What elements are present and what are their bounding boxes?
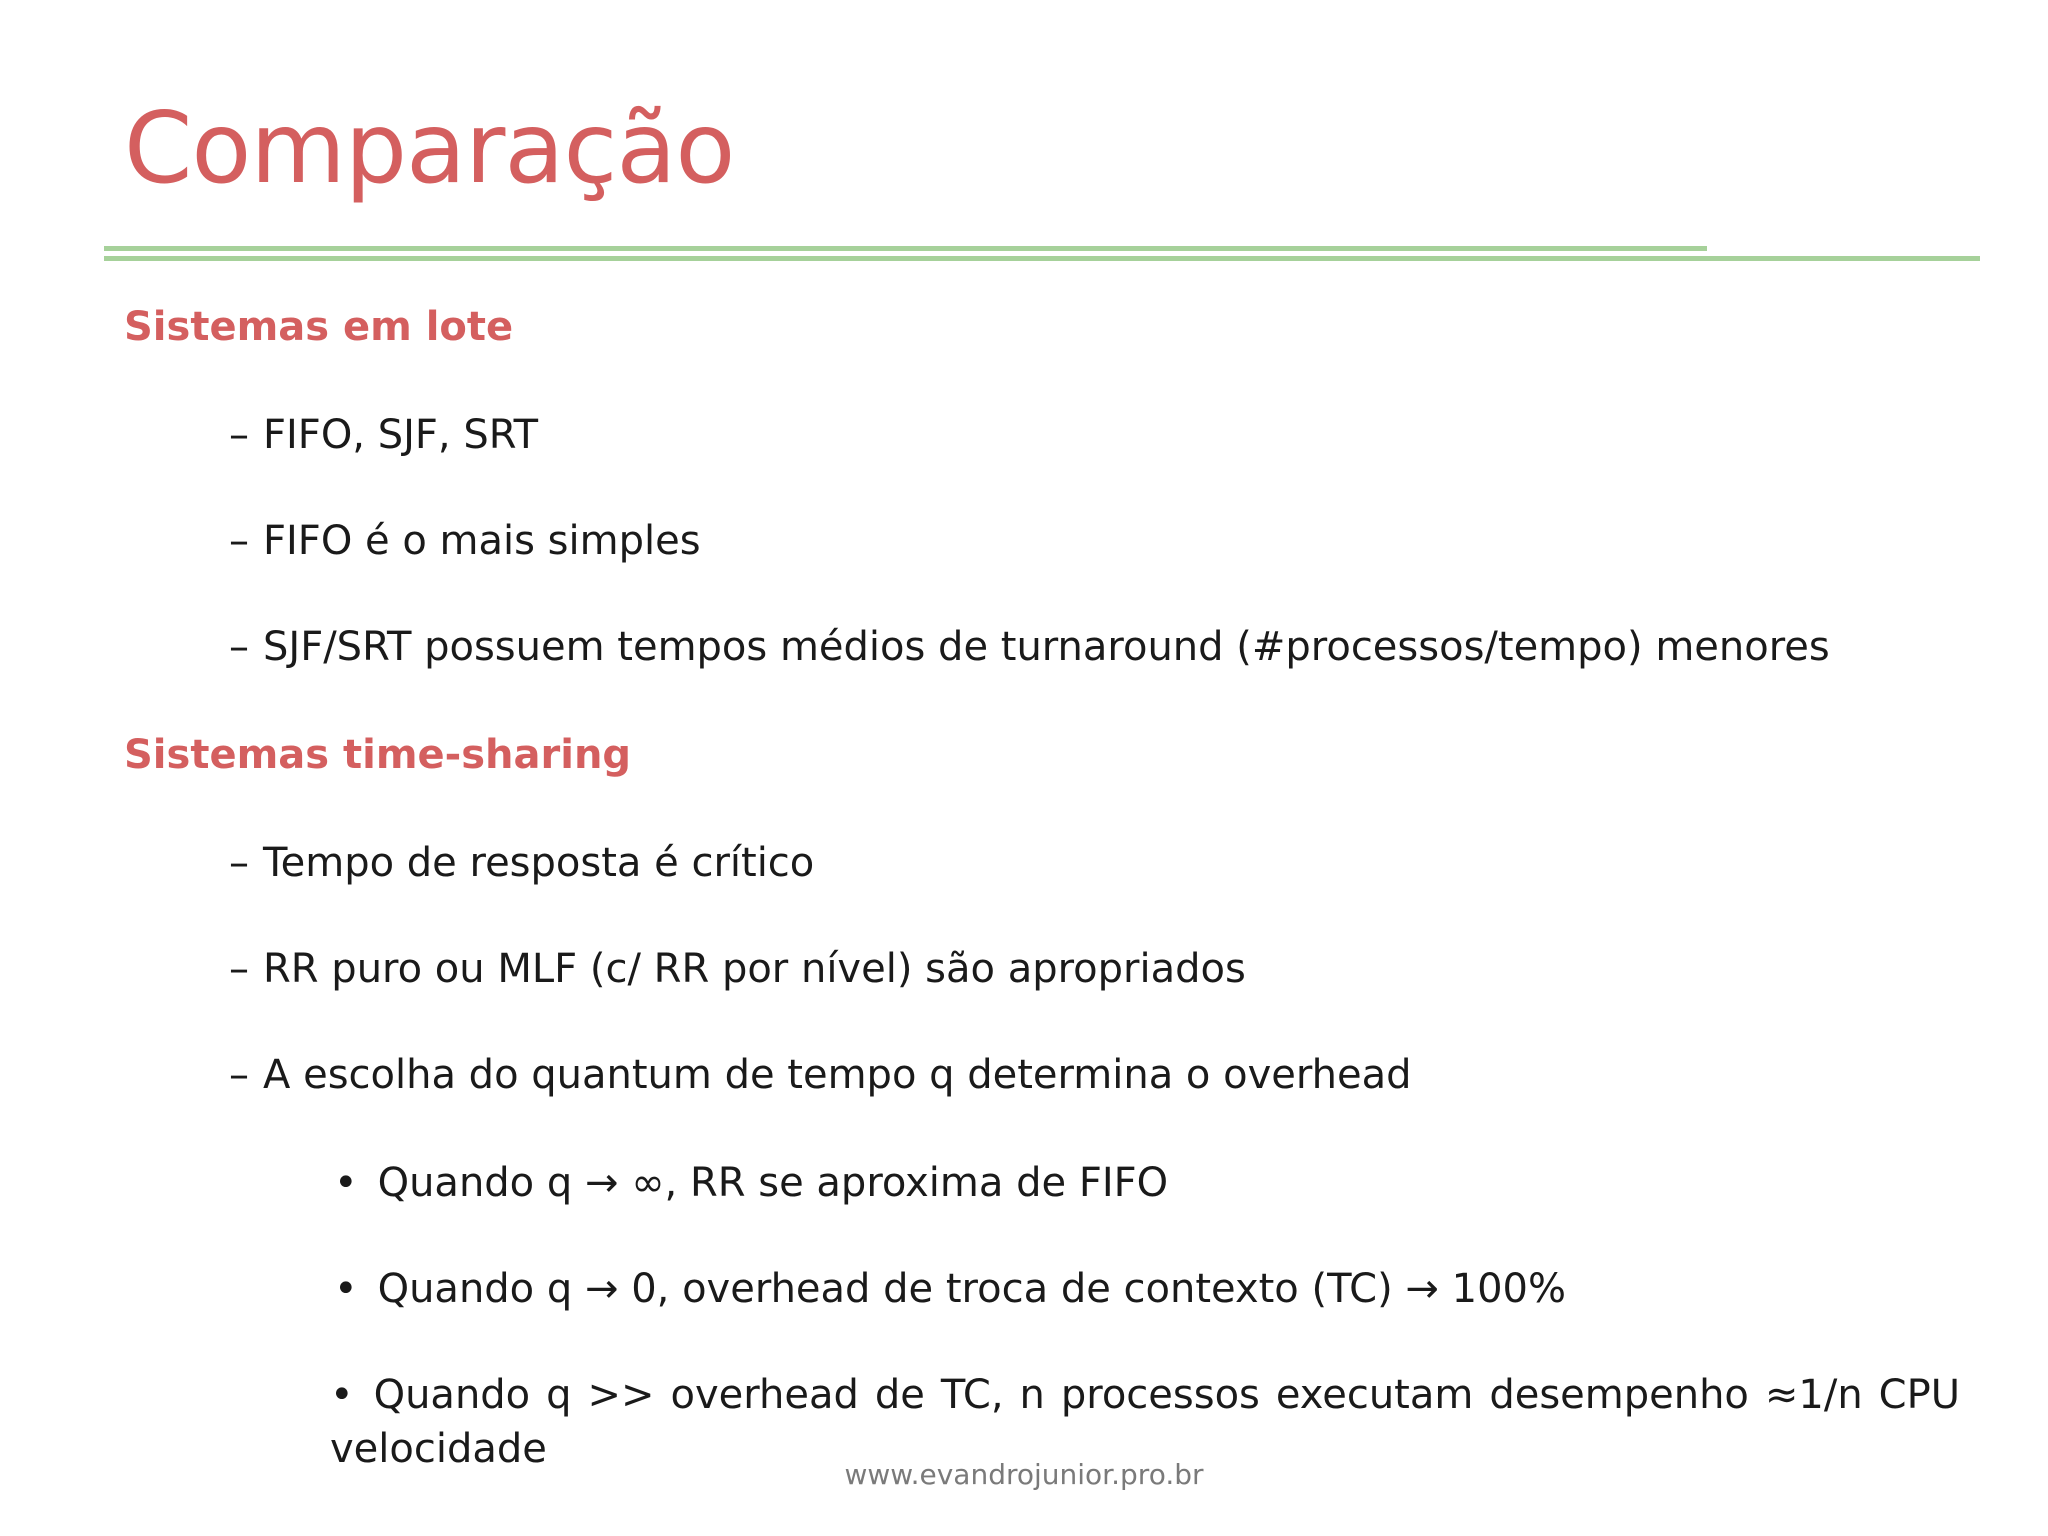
title-rule-lower (104, 256, 1980, 261)
dash-marker: – (229, 840, 249, 886)
list-item (229, 1052, 1411, 1098)
sub-list-item-text: Quando q → 0, overhead de troca de contexto (TC) → 100% (377, 1266, 1567, 1312)
dash-marker: – (229, 624, 249, 670)
sub-list-item-text: Quando q → ∞, RR se aproxima de FIFO (377, 1160, 1169, 1206)
list-item (229, 624, 1830, 670)
sub-list-item-text: Quando q >> overhead de TC, n processos executam desempenho ≈1/n CPU velocidade (330, 1372, 1960, 1472)
list-item (229, 946, 1246, 992)
list-item-text: FIFO, SJF, SRT (263, 412, 539, 458)
list-item (229, 518, 701, 564)
list-item-text: RR puro ou MLF (c/ RR por nível) são apropriados (263, 946, 1246, 992)
sub-list-item (334, 1266, 1566, 1312)
section-heading-batch: Sistemas em lote (124, 304, 514, 350)
list-item-text: A escolha do quantum de tempo q determina o overhead (263, 1052, 1412, 1098)
bullet-marker: • (330, 1372, 354, 1418)
list-item-text: FIFO é o mais simples (263, 518, 701, 564)
dash-marker: – (229, 518, 249, 564)
bullet-marker: • (334, 1160, 358, 1206)
slide-title: Comparação (124, 92, 735, 206)
list-item-text: Tempo de resposta é crítico (263, 840, 815, 886)
list-item-text: SJF/SRT possuem tempos médios de turnaround (#processos/tempo) menores (263, 624, 1830, 670)
dash-marker: – (229, 412, 249, 458)
dash-marker: – (229, 946, 249, 992)
title-rule-upper (104, 246, 1707, 251)
section-heading-time-sharing: Sistemas time-sharing (124, 732, 632, 778)
footer-url: www.evandrojunior.pro.br (844, 1458, 1204, 1491)
dash-marker: – (229, 1052, 249, 1098)
sub-list-item (334, 1160, 1168, 1206)
list-item (229, 840, 814, 886)
bullet-marker: • (334, 1266, 358, 1312)
list-item (229, 412, 538, 458)
